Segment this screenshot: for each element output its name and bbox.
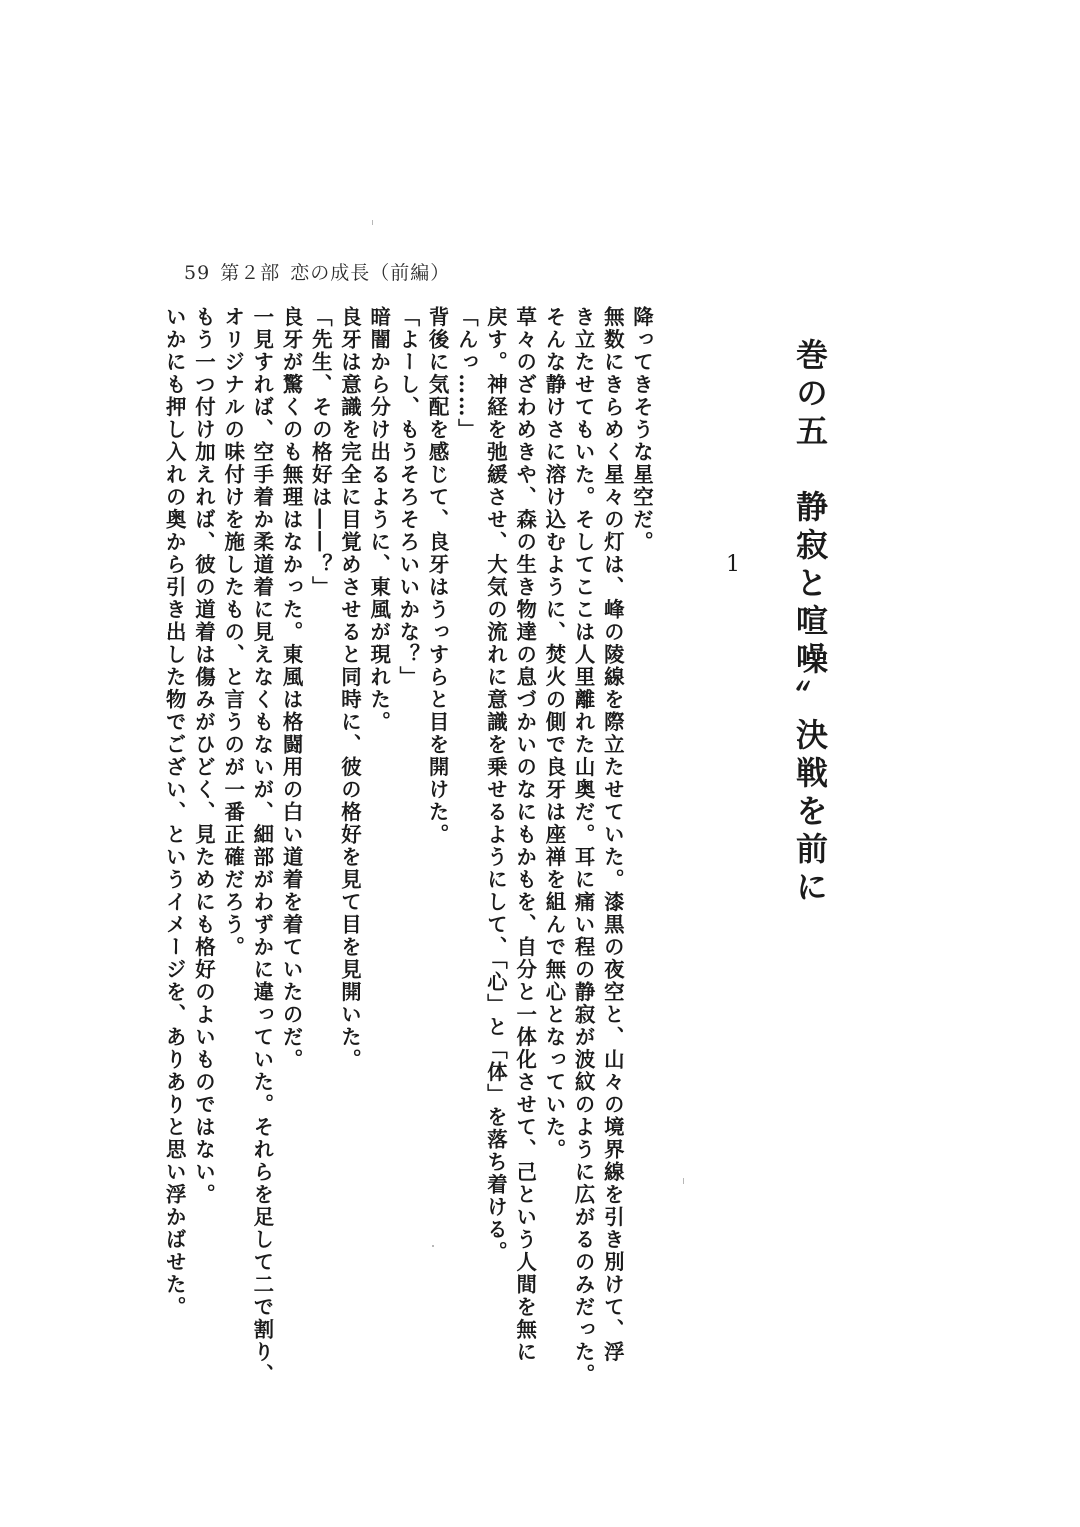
body-line: もう一つ付け加えれば、彼の道着は傷みがひどく、見ためにも格好のよいものではない。 [191, 306, 216, 1206]
running-header [184, 258, 460, 285]
body-line: 「よーし、もうそろそろいいかな？」 [396, 306, 421, 689]
chapter-title: 巻の五 静寂と喧噪〟決戦を前に [791, 338, 829, 908]
scan-speck [372, 220, 373, 225]
section-number: 1 [726, 552, 740, 577]
body-line: 良牙は意識を完全に目覚めさせると同時に、彼の格好を見て目を見開いた。 [337, 306, 362, 1071]
page-number: 59 [184, 262, 211, 284]
part-title: 恋の成長（前編） [290, 262, 451, 284]
body-line: 暗闇から分け出るように、東風が現れた。 [367, 306, 392, 734]
body-line: 良牙が驚くのも無理はなかった。東風は格闘用の白い道着を着ていたのだ。 [279, 306, 304, 1071]
body-line: 背後に気配を感じて、良牙はうっすらと目を開けた。 [425, 306, 450, 846]
part-label: 第２部 [220, 262, 281, 284]
body-line: 草々のざわめきや、森の生き物達の息づかいのなにもかもを、自分と一体化させて、己という人間を無に [513, 306, 538, 1364]
body-text [160, 306, 656, 1386]
body-line: オリジナルの味付けを施したもの、と言うのが一番正確だろう。 [221, 306, 246, 959]
body-line: き立たせてもいた。そしてここは人里離れた山奥だ。耳に痛い程の静寂が波紋のように広がるのみだった。 [571, 306, 596, 1386]
body-line: そんな静けさに溶け込むように、焚火の側で良牙は座禅を組んで無心となっていた。 [542, 306, 567, 1161]
scan-speck [432, 1245, 434, 1247]
body-line: いかにも押し入れの奥から引き出した物でござい、というイメージを、ありありと思い浮かばせた。 [162, 306, 187, 1319]
body-line: 戻す。神経を弛緩させ、大気の流れに意識を乗せるようにして、「心」と「体」を落ち着ける。 [483, 306, 508, 1264]
body-line: 無数にきらめく星々の灯は、峰の陵線を際立たせていた。漆黒の夜空と、山々の境界線を引き別けて、浮 [600, 306, 625, 1364]
scan-speck [683, 1178, 684, 1184]
body-line: 「んっ……」 [454, 306, 479, 441]
body-line: 「先生、その格好は――？」 [308, 306, 333, 599]
body-line: 降ってきそうな星空だ。 [630, 306, 654, 554]
body-line: 一見すれば、空手着か柔道着に見えなくもないが、細部がわずかに違っていた。それらを足して二で割り、 [250, 306, 275, 1386]
